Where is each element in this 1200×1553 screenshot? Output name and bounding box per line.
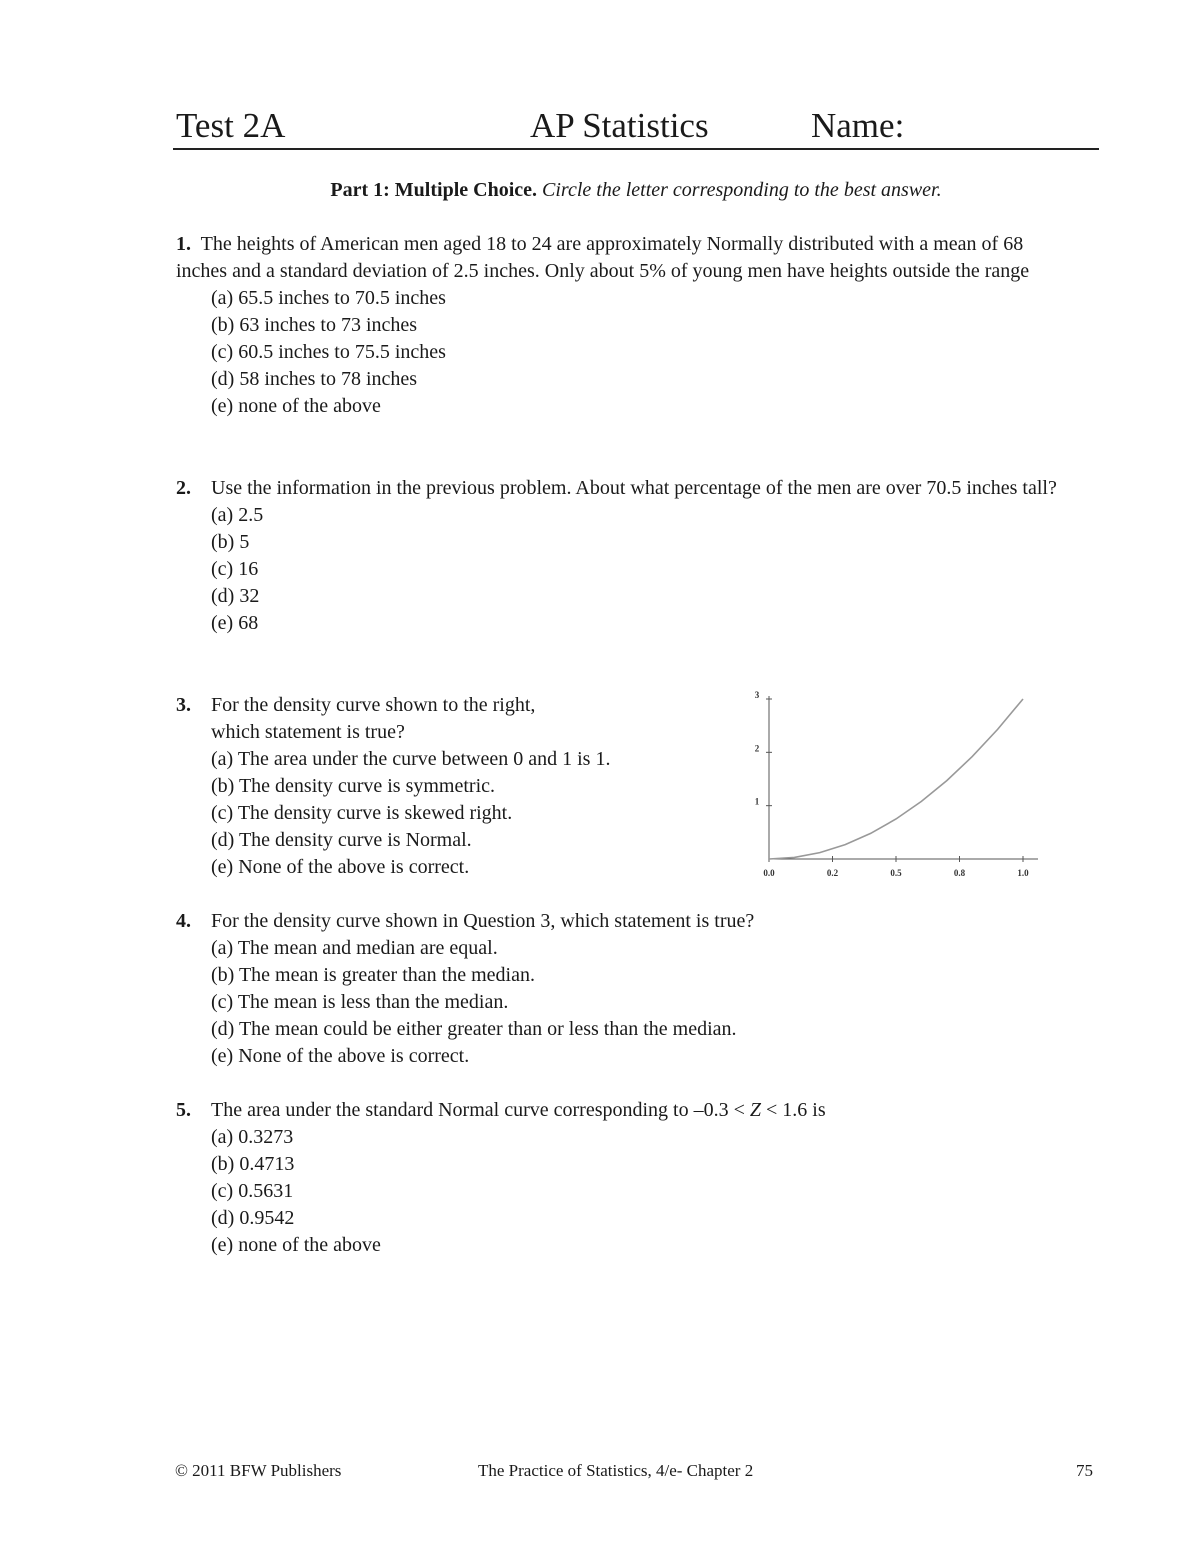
question-3-stem: [176, 692, 736, 719]
test-title: Test 2A: [176, 106, 286, 145]
x-tick-label: 0.2: [826, 868, 839, 878]
part-instruction: Circle the letter corresponding to the best answer.: [542, 179, 942, 201]
option-d[interactable]: (d) The mean could be either greater than or less than the median.: [211, 1018, 737, 1040]
question-text: The heights of American men aged 18 to 24 are approximately Normally distributed with a mean of 68 inches and a standard deviation of 2.5 inches. Only about 5% of young men have heights outside the range: [176, 233, 1030, 282]
option-c[interactable]: (c) 60.5 inches to 75.5 inches: [211, 341, 446, 363]
question-number: 1.: [176, 233, 191, 255]
question-1-stem: [176, 231, 1076, 285]
density-curve-line: [769, 699, 1023, 859]
page-number: 75: [1076, 1461, 1093, 1480]
option-e[interactable]: (e) none of the above: [211, 1234, 381, 1256]
option-a[interactable]: (a) The mean and median are equal.: [211, 937, 498, 959]
question-3: [176, 692, 736, 881]
option-a[interactable]: (a) 2.5: [211, 504, 264, 526]
question-number: 3.: [176, 694, 191, 716]
option-d[interactable]: (d) 58 inches to 78 inches: [211, 368, 418, 390]
part-heading: [173, 177, 1099, 204]
test-header: [173, 104, 1099, 150]
question-4: [176, 908, 1076, 1070]
question-1: [176, 231, 1076, 420]
question-2-stem: [176, 475, 1076, 502]
option-a[interactable]: (a) 0.3273: [211, 1126, 294, 1148]
question-text-line2: which statement is true?: [211, 721, 405, 743]
option-e[interactable]: (e) None of the above is correct.: [211, 856, 470, 878]
question-text: For the density curve shown to the right,: [211, 694, 536, 716]
question-text-end: < 1.6 is: [761, 1099, 826, 1121]
option-e[interactable]: (e) none of the above: [211, 395, 381, 417]
question-4-stem: [176, 908, 1076, 935]
question-text: For the density curve shown in Question 3, which statement is true?: [211, 910, 755, 932]
book-title: The Practice of Statistics, 4/e- Chapter 2: [478, 1461, 754, 1480]
option-a[interactable]: (a) The area under the curve between 0 and 1 is 1.: [211, 748, 611, 770]
option-c[interactable]: (c) The density curve is skewed right.: [211, 802, 513, 824]
z-variable: Z: [749, 1099, 761, 1121]
question-text: Use the information in the previous problem. About what percentage of the men are over 70.5 inches tall?: [211, 477, 1057, 499]
question-text-start: The area under the standard Normal curve corresponding to –0.3 <: [211, 1099, 750, 1121]
copyright: © 2011 BFW Publishers: [175, 1461, 342, 1480]
option-c[interactable]: (c) The mean is less than the median.: [211, 991, 509, 1013]
course-title: AP Statistics: [530, 106, 709, 145]
x-tick-label: 0.0: [763, 868, 775, 878]
x-tick-label: 0.8: [953, 868, 966, 878]
option-e[interactable]: (e) 68: [211, 612, 259, 634]
option-d[interactable]: (d) The density curve is Normal.: [211, 829, 472, 851]
option-c[interactable]: (c) 16: [211, 558, 259, 580]
y-tick-label: 2: [754, 743, 760, 754]
option-d[interactable]: (d) 32: [211, 585, 260, 607]
x-tick-label: 1.0: [1017, 868, 1029, 878]
name-label: Name:: [811, 106, 905, 145]
question-number: 2.: [176, 477, 191, 499]
option-c[interactable]: (c) 0.5631: [211, 1180, 294, 1202]
option-a[interactable]: (a) 65.5 inches to 70.5 inches: [211, 287, 446, 309]
option-b[interactable]: (b) 0.4713: [211, 1153, 295, 1175]
option-b[interactable]: (b) The mean is greater than the median.: [211, 964, 535, 986]
question-number: 4.: [176, 910, 191, 932]
density-curve-chart: [745, 688, 1045, 883]
question-5: [176, 1097, 1076, 1259]
y-tick-label: 1: [754, 796, 760, 807]
part-title: Part 1: Multiple Choice.: [330, 179, 538, 201]
question-number: 5.: [176, 1099, 191, 1121]
option-b[interactable]: (b) The density curve is symmetric.: [211, 775, 496, 797]
question-text: [211, 1097, 1076, 1124]
question-2: [176, 475, 1076, 637]
option-b[interactable]: (b) 5: [211, 531, 250, 553]
question-5-stem: [176, 1097, 1076, 1124]
option-e[interactable]: (e) None of the above is correct.: [211, 1045, 470, 1067]
y-tick-label: 3: [754, 690, 760, 700]
x-tick-label: 0.5: [890, 868, 902, 878]
option-d[interactable]: (d) 0.9542: [211, 1207, 295, 1229]
option-b[interactable]: (b) 63 inches to 73 inches: [211, 314, 418, 336]
